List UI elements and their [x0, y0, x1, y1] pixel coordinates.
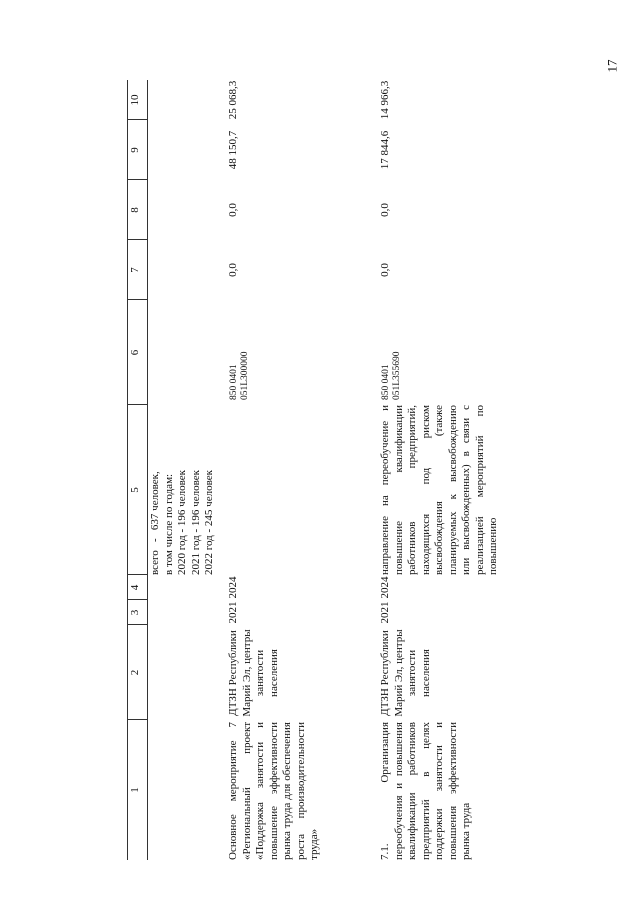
header-col-5: 5 — [129, 487, 141, 493]
main-col9: 48 150,7 — [227, 130, 239, 170]
header-col-2: 2 — [129, 669, 141, 676]
page-number: 17 — [604, 59, 620, 73]
total-line: в том числе по годам: — [162, 473, 175, 575]
header-col-4: 4 — [129, 584, 141, 591]
total-line: 2020 год - 196 человек — [176, 470, 188, 575]
budget-code-line: 051L300000 — [240, 351, 250, 400]
header-col-7: 7 — [129, 267, 141, 273]
main-end-year: 2024 — [227, 576, 239, 599]
subactivity-name: 7.1. Организация переобучения и повышения квалификации работников предприятий в целях поддержки занятости и повышения эффективности рынка труда — [379, 722, 472, 860]
total-line: 2021 год - 196 человек — [189, 470, 202, 575]
subactivity-executor: ДТЗН Республики Марий Эл, центры занятости населения — [379, 629, 432, 717]
subactivity-description: направление на переобучение и повышение квалификации работников предприятий, находящихся под риском высвобождения (также планируемых к высвобождению или высвобожденных) в связи с реализацией мероприятий по повышению — [379, 405, 499, 575]
budget-code-line: 051L355690 — [392, 351, 402, 400]
total-line: 2022 год - 245 человек — [203, 470, 215, 575]
header-col-8: 8 — [129, 207, 141, 213]
budget-code-line: 850 0401 — [381, 364, 391, 400]
main-col10: 25 068,3 — [227, 80, 239, 120]
table-rotated — [127, 80, 607, 860]
total-participants-cell — [149, 405, 217, 575]
header-col-1: 1 — [129, 787, 141, 793]
main-col7: 0,0 — [227, 263, 239, 277]
header-bottom-border — [147, 80, 148, 860]
subactivity-col7: 0,0 — [379, 263, 391, 277]
table-top-border — [127, 80, 128, 860]
subactivity-budget-code — [381, 305, 403, 400]
header-col-9: 9 — [129, 147, 141, 153]
subactivity-end-year: 2024 — [379, 576, 391, 599]
subactivity-col8: 0,0 — [379, 203, 391, 217]
subactivity-col9: 17 844,6 — [379, 130, 391, 170]
main-activity-name: Основное мероприятие 7 «Региональный проект «Поддержка занятости и повышение эффективности рынка труда для обеспечения роста производительности труда» — [227, 722, 320, 860]
main-col8: 0,0 — [227, 203, 239, 217]
header-col-6: 6 — [129, 349, 141, 356]
budget-code-line: 850 0401 — [229, 364, 239, 400]
subactivity-col10: 14 966,3 — [379, 80, 391, 120]
subactivity-start-year: 2021 — [379, 601, 391, 624]
main-executor: ДТЗН Республики Марий Эл, центры занятости населения — [227, 629, 280, 717]
header-col-10: 10 — [129, 94, 141, 106]
header-col-3: 3 — [129, 609, 141, 616]
main-start-year: 2021 — [227, 601, 239, 624]
total-line: всего - 637 человек, — [149, 471, 161, 575]
main-budget-code — [229, 305, 251, 400]
